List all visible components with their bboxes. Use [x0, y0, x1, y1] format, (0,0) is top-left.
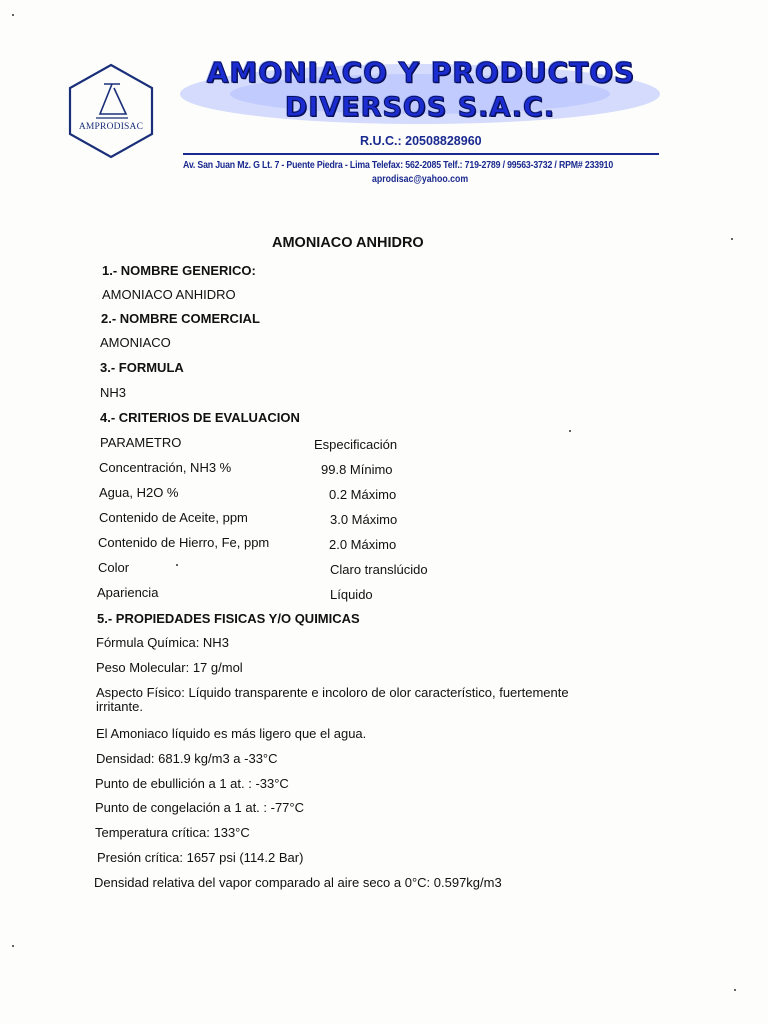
section-1-heading: 1.- NOMBRE GENERICO:: [102, 263, 256, 278]
property-critical-temperature: Temperatura crítica: 133°C: [95, 825, 250, 840]
criteria-row-spec: 2.0 Máximo: [329, 537, 397, 552]
criteria-row-param: Concentración, NH3 %: [99, 460, 232, 475]
scan-speck: [569, 430, 571, 432]
criteria-row-spec: 3.0 Máximo: [330, 512, 398, 527]
logo-text: AMPRODISAC: [78, 122, 144, 132]
property-vapor-density: Densidad relativa del vapor comparado al aire seco a 0°C: 0.597kg/m3: [94, 875, 502, 890]
document-title: AMONIACO ANHIDRO: [272, 235, 424, 251]
scan-speck: [731, 238, 733, 240]
section-3-value: NH3: [100, 385, 127, 400]
section-2-value: AMONIACO: [100, 335, 171, 350]
criteria-row-spec: 99.8 Mínimo: [321, 462, 393, 477]
criteria-row-spec: 0.2 Máximo: [329, 487, 397, 502]
property-aspect: Aspecto Físico: Líquido transparente e incoloro de olor característico, fuertemente: [96, 685, 569, 700]
criteria-header-parameter: PARAMETRO: [100, 435, 182, 450]
scan-speck: [176, 564, 178, 566]
company-email: aprodisac@yahoo.com: [372, 174, 469, 185]
amprodisac-logo-icon: [66, 62, 156, 160]
section-3-heading: 3.- FORMULA: [100, 360, 184, 375]
criteria-row-param: Contenido de Aceite, ppm: [99, 510, 248, 525]
criteria-row-spec: Claro translúcido: [330, 562, 428, 577]
scan-speck: [12, 14, 14, 16]
property-freezing-point: Punto de congelación a 1 at. : -77°C: [95, 800, 305, 815]
section-1-value: AMONIACO ANHIDRO: [102, 287, 236, 302]
property-critical-pressure: Presión crítica: 1657 psi (114.2 Bar): [97, 850, 304, 865]
property-molecular-weight: Peso Molecular: 17 g/mol: [96, 660, 243, 675]
section-5-heading: 5.- PROPIEDADES FISICAS Y/O QUIMICAS: [97, 611, 360, 626]
company-address: Av. San Juan Mz. G Lt. 7 - Puente Piedra - Lima Telefax: 562-2085 Telf.: 719-2789 / 99563-3732 / RPM# 233910: [183, 160, 614, 171]
criteria-row-param: Apariencia: [97, 585, 159, 600]
scan-speck: [734, 989, 736, 991]
ruc-number: R.U.C.: 20508828960: [360, 134, 482, 148]
section-2-heading: 2.- NOMBRE COMERCIAL: [101, 311, 260, 326]
property-aspect-continued: irritante.: [96, 699, 143, 714]
company-name-line1: AMONIACO Y PRODUCTOS: [206, 56, 636, 89]
property-lighter-than-water: El Amoniaco líquido es más ligero que el agua.: [96, 726, 367, 741]
criteria-row-param: Agua, H2O %: [99, 485, 179, 500]
criteria-row-param: Color: [98, 560, 130, 575]
criteria-header-specification: Especificación: [314, 437, 398, 452]
property-density: Densidad: 681.9 kg/m3 a -33°C: [96, 751, 278, 766]
property-boiling-point: Punto de ebullición a 1 at. : -33°C: [95, 776, 289, 791]
property-formula: Fórmula Química: NH3: [96, 635, 229, 650]
criteria-row-spec: Líquido: [330, 587, 373, 602]
section-4-heading: 4.- CRITERIOS DE EVALUACION: [100, 410, 300, 425]
company-name-line2: DIVERSOS S.A.C.: [284, 92, 556, 123]
header-divider: [183, 153, 659, 155]
scan-speck: [12, 945, 14, 947]
criteria-row-param: Contenido de Hierro, Fe, ppm: [98, 535, 270, 550]
